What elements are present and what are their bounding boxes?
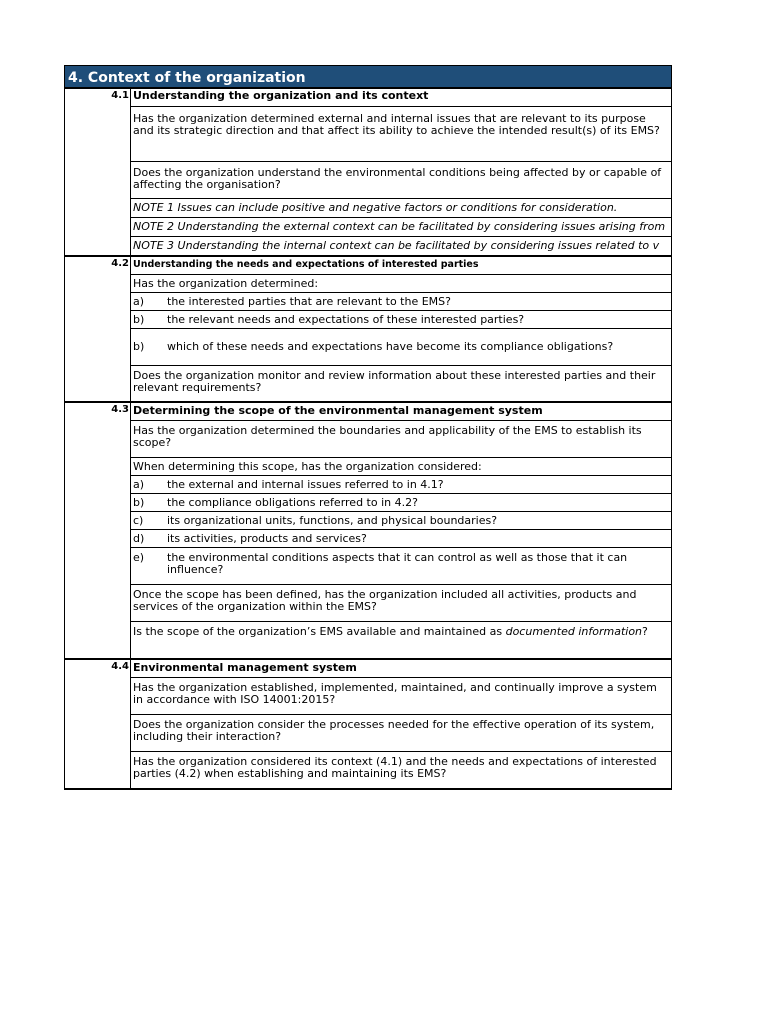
list-item [131,311,671,329]
list-item [131,293,671,311]
checklist-sheet [64,65,672,790]
clause-number: 4.3 [65,403,131,658]
question-row: Has the organization established, implemented, maintained, and continually improve a system in accordance with ISO 14001:2015? [131,678,671,715]
item-text: the interested parties that are relevant to the EMS? [167,295,451,308]
list-item [131,512,671,530]
section-rows [131,660,671,788]
question-row: Does the organization monitor and review information about these interested parties and their relevant requirements? [133,369,656,394]
list-item [131,530,671,548]
question-row: Has the organization determined external and internal issues that are relevant to its purpose and its strategic direction and that affect its ability to achieve the intended result(s) of its EMS? [131,107,671,162]
item-label: b) [133,340,145,353]
question-row: Has the organization considered its context (4.1) and the needs and expectations of interested parties (4.2) when establishing and maintaining its EMS? [133,755,657,780]
note-row: NOTE 2 Understanding the external context can be facilitated by considering issues arising from [131,218,671,237]
section-4-4 [64,660,672,790]
list-item [131,548,671,585]
section-rows [131,403,671,658]
question-row [131,622,671,658]
clause-title: Environmental management system [131,660,671,678]
item-text: the environmental conditions aspects that it can control as well as those that it can influence? [167,551,628,576]
item-text: its organizational units, functions, and physical boundaries? [167,514,498,527]
question-text: Is the scope of the organization’s EMS available and maintained as [133,625,506,638]
question-row: Has the organization determined the boundaries and applicability of the EMS to establish its scope? [131,421,671,458]
item-label: a) [133,295,145,308]
clause-title: Understanding the needs and expectations of interested parties [131,257,671,275]
note-row: NOTE 1 Issues can include positive and negative factors or conditions for consideration. [131,199,671,218]
clause-title: Understanding the organization and its context [131,89,671,107]
item-label: e) [133,551,145,564]
question-row: When determining this scope, has the organization considered: [131,458,671,476]
question-row: Has the organization determined: [131,275,671,293]
question-end: ? [642,625,648,638]
item-label: d) [133,532,145,545]
item-label: b) [133,496,145,509]
section-4-2 [64,257,672,403]
question-row: Does the organization consider the processes needed for the effective operation of its system, including their interaction? [131,715,671,752]
question-row: Once the scope has been defined, has the organization included all activities, products and services of the organization within the EMS? [131,585,671,622]
clause-title: Determining the scope of the environmental management system [131,403,671,421]
item-label: b) [133,313,145,326]
list-item [131,476,671,494]
section-rows [131,257,671,401]
question-row: Does the organization understand the environmental conditions being affected by or capable of affecting the organisation? [131,162,671,199]
section-header: 4. Context of the organization [64,65,672,89]
item-text: the relevant needs and expectations of these interested parties? [167,313,525,326]
item-label: a) [133,478,145,491]
list-item [131,494,671,512]
section-4-1 [64,89,672,257]
item-text: the external and internal issues referred to in 4.1? [167,478,444,491]
list-item [131,329,671,366]
item-text: which of these needs and expectations have become its compliance obligations? [167,340,614,353]
clause-number: 4.1 [65,89,131,255]
item-text: the compliance obligations referred to in 4.2? [167,496,418,509]
clause-number: 4.4 [65,660,131,788]
item-label: c) [133,514,144,527]
item-text: its activities, products and services? [167,532,367,545]
emphasis-text: documented information [505,625,643,638]
section-rows [131,89,671,255]
clause-number: 4.2 [65,257,131,401]
section-4-3 [64,403,672,660]
note-row: NOTE 3 Understanding the internal context can be facilitated by considering issues related to v [133,239,660,252]
